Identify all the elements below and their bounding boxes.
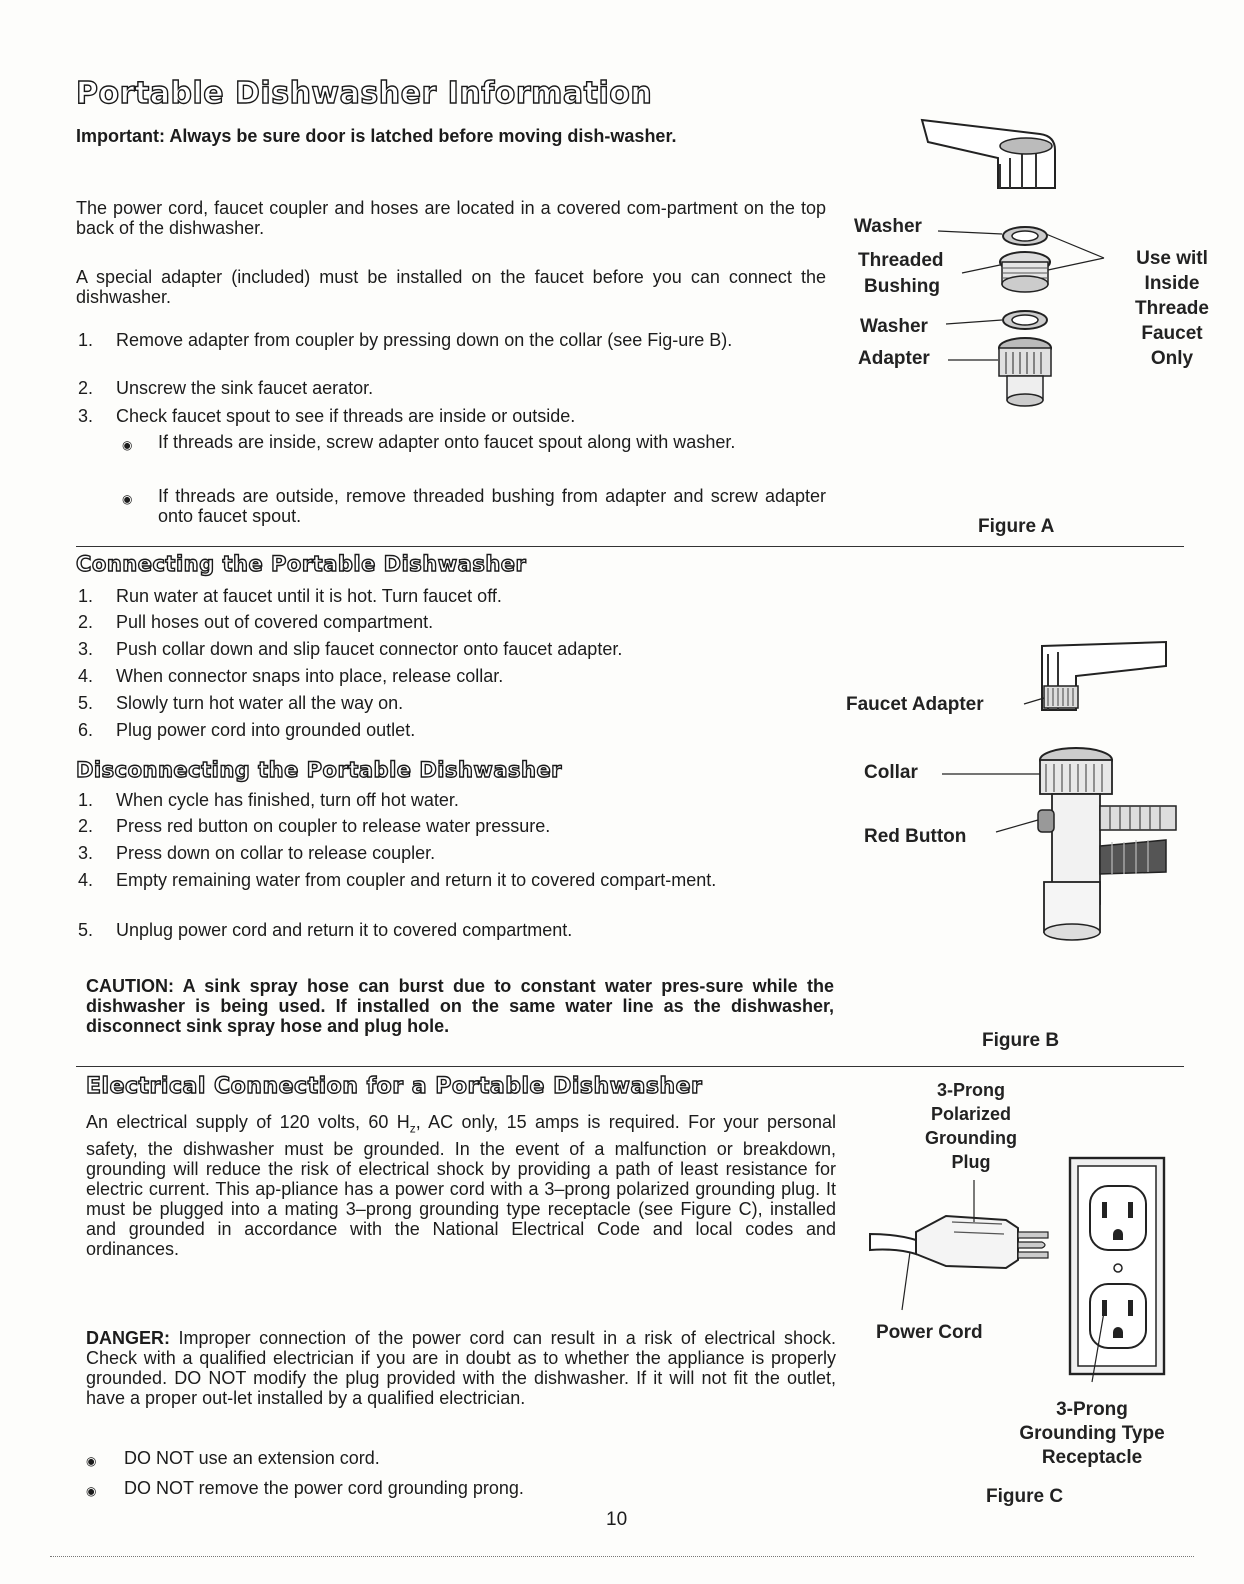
step-number: 6. [78,720,94,740]
step-number: 4. [78,666,94,686]
label-line: Plug [951,1152,991,1172]
step-number: 1. [78,586,94,606]
step-number: 1. [78,790,94,810]
step-text: Check faucet spout to see if threads are inside or outside. [116,406,576,426]
electrical-text: An electrical supply of 120 volts, 60 H [86,1112,410,1132]
label-line: Receptacle [1041,1447,1143,1468]
label-line: Polarized [930,1104,1012,1124]
disconnecting-heading: Disconnecting the Portable Dishwasher [76,758,563,782]
page-number: 10 [606,1509,628,1530]
step-text: Press down on collar to release coupler. [116,843,436,863]
step-number: 2. [78,816,94,836]
step-text: Empty remaining water from coupler and return it to covered compart-ment. [116,870,717,890]
note-line: Only [1150,348,1194,369]
section-divider [76,546,1184,547]
label-line: Grounding [925,1128,1017,1148]
step-number: 5. [78,693,94,713]
disconnecting-steps [78,790,838,950]
label-line: Grounding Type [1019,1423,1165,1444]
figure-b [846,620,1244,1070]
step-text: Push collar down and slip faucet connector onto faucet adapter. [116,639,623,659]
step-text: Slowly turn hot water all the way on. [116,693,404,713]
step-text: When connector snaps into place, release collar. [116,666,504,686]
figure-c-caption: Figure C [986,1486,1064,1507]
caution-note: CAUTION: A sink spray hose can burst due to constant water pres-sure while the dishwasher is being used. If installed on the same water line as the dishwasher, disconnect sink spray hose and plug hole. [86,976,834,1036]
danger-paragraph [86,1328,836,1408]
bullet-icon: ◉ [122,438,133,452]
figure-a-caption: Figure A [978,516,1055,537]
note-line: Use witl [1136,248,1208,269]
adapter-steps [78,330,826,540]
step-number: 1. [78,330,94,350]
step-number: 5. [78,920,94,940]
step-text: Plug power cord into grounded outlet. [116,720,416,740]
important-note: Important: Always be sure door is latched before moving dish-washer. [76,126,677,146]
step-number: 2. [78,378,94,398]
step-text: Unscrew the sink faucet aerator. [116,378,374,398]
note-line: Threade [1135,298,1209,319]
bullet-text: If threads are outside, remove threaded bushing from adapter and screw adapter onto faucet spout. [158,486,826,526]
step-text: Unplug power cord and return it to covered compartment. [116,920,573,940]
step-number: 3. [78,639,94,659]
threaded-label: Threaded [858,250,944,271]
washer-label: Washer [860,316,928,337]
danger-text: Improper connection of the power cord can result in a risk of electrical shock. Check with a qualified electrician if you are in doubt as to whether the appliance is properly grounded. DO NOT modify the plug provided with the dishwasher. If it will not fit the outlet, have a proper out-let installed by a qualified electrician. [86,1328,836,1408]
bullet-icon: ◉ [86,1484,97,1498]
figure-b-caption: Figure B [982,1030,1060,1051]
collar-label: Collar [864,762,918,783]
connecting-steps [78,586,838,746]
section-divider [76,1066,1184,1067]
step-number: 3. [78,843,94,863]
note-line: Faucet [1141,323,1203,344]
bullet-icon: ◉ [86,1454,97,1468]
label-line: 3-Prong [936,1080,1005,1100]
step-text: When cycle has finished, turn off hot water. [116,790,459,810]
bullet-text: DO NOT use an extension cord. [124,1448,380,1468]
electrical-paragraph [86,1112,836,1259]
bushing-label: Bushing [864,276,940,297]
page-title: Portable Dishwasher Information [76,76,653,111]
connecting-heading: Connecting the Portable Dishwasher [76,552,527,576]
coupler-illustration [846,620,1244,960]
electrical-text: , AC only, 15 amps is required. For your personal safety, the dishwasher must be grounded. In the event of a malfunction or breakdown, grounding will reduce the risk of electrical shock by providing a path of least resistance for electric current. This ap-pliance has a power cord with a 3–prong polarized grounding plug. It must be plugged into a mating 3–prong grounding type receptacle (see Figure C), installed and grounded in accordance with the National Electrical Code and local codes and ordinances. [86,1112,836,1259]
danger-label: DANGER: [86,1328,170,1348]
figure-c [856,1072,1244,1522]
red-button-label: Red Button [864,826,967,847]
step-text: Pull hoses out of covered compartment. [116,612,434,632]
bullet-text: If threads are inside, screw adapter onto faucet spout along with washer. [158,432,736,452]
receptacle-label [992,1398,1192,1470]
hz-subscript: z [409,1121,416,1136]
step-number: 2. [78,612,94,632]
power-cord-label: Power Cord [876,1322,983,1343]
electrical-warnings [86,1448,836,1508]
plug-receptacle-illustration [856,1142,1244,1402]
inside-threads-note [1100,246,1244,371]
electrical-heading: Electrical Connection for a Portable Dishwasher [86,1074,703,1099]
intro-paragraph-1: The power cord, faucet coupler and hoses are located in a covered com-partment on the top back of the dishwasher. [76,198,826,238]
faucet-adapter-label: Faucet Adapter [846,694,984,715]
figure-a [850,98,1244,548]
step-text: Press red button on coupler to release water pressure. [116,816,551,836]
label-line: 3-Prong [1056,1399,1128,1420]
bullet-text: DO NOT remove the power cord grounding prong. [124,1478,524,1498]
bullet-icon: ◉ [122,492,133,506]
adapter-label: Adapter [858,348,930,369]
step-number: 3. [78,406,94,426]
step-number: 4. [78,870,94,890]
intro-paragraph-2: A special adapter (included) must be installed on the faucet before you can connect the dishwasher. [76,267,826,307]
step-text: Remove adapter from coupler by pressing down on the collar (see Fig-ure B). [116,330,733,350]
note-line: Inside [1144,273,1200,294]
page-bottom-rule [50,1556,1194,1557]
step-text: Run water at faucet until it is hot. Turn faucet off. [116,586,502,606]
washer-label: Washer [854,216,922,237]
